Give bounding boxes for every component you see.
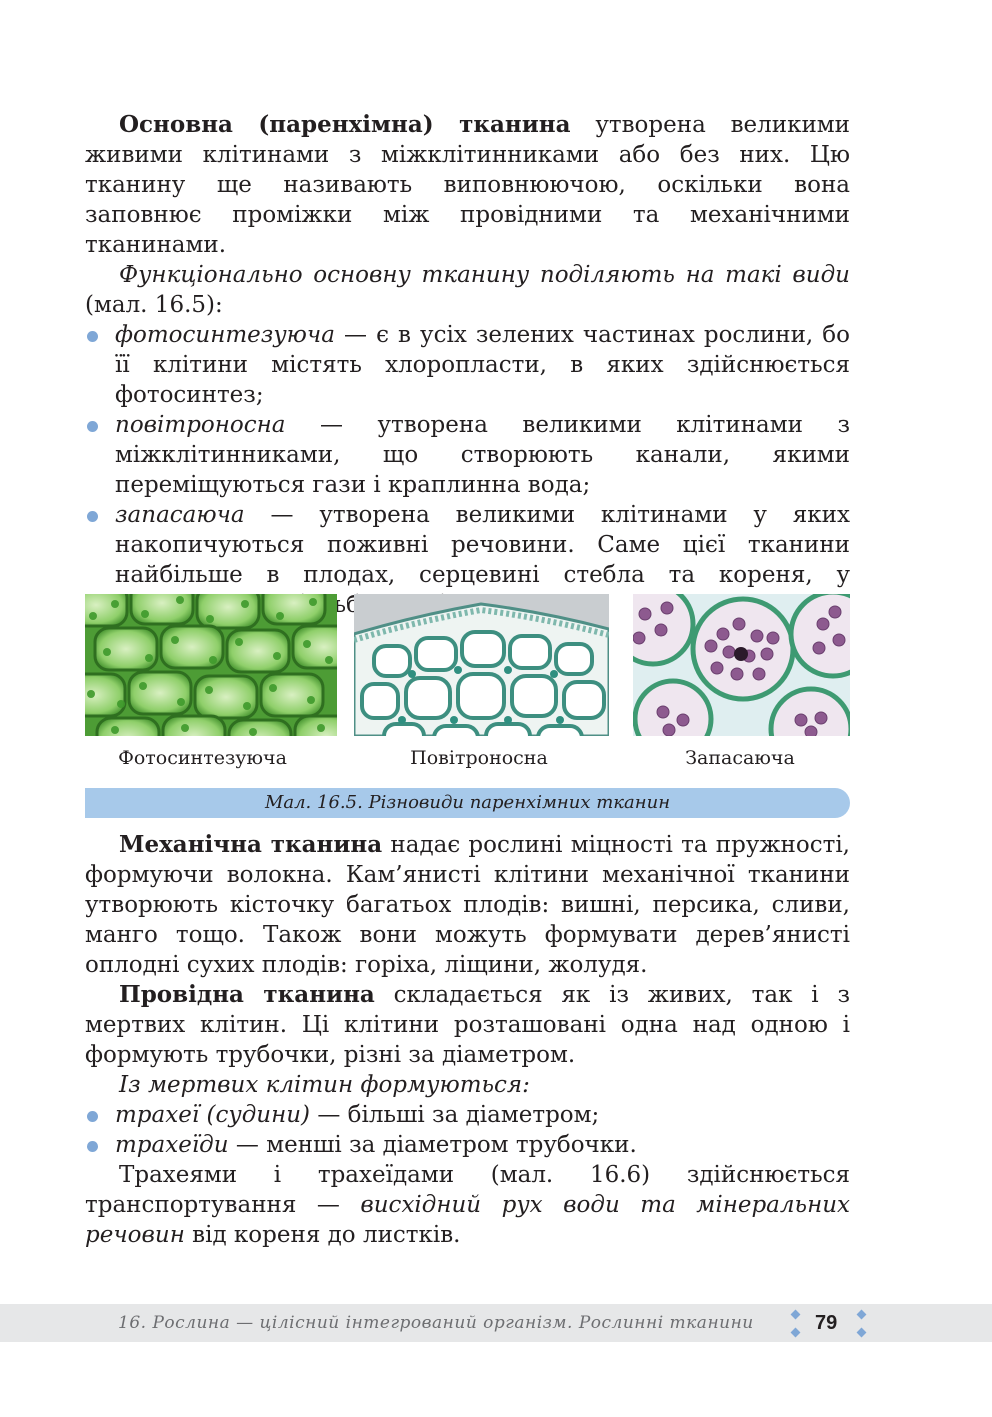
page-number: 79 (815, 1312, 838, 1334)
page-footer (0, 1304, 992, 1342)
diamond-icon (791, 1310, 801, 1320)
term-mechanical: Механічна тканина (119, 831, 383, 858)
paragraph-dead-cells-intro (85, 1070, 850, 1100)
list-item-air-bearing (85, 410, 850, 500)
list-item-tracheids (85, 1130, 850, 1160)
bullet-icon (87, 511, 98, 522)
list-text: — менші за діаметром трубочки. (228, 1132, 637, 1158)
bullet-icon (87, 1141, 98, 1152)
paragraph-text: утворена великими живими клітинами з міжклітинниками або без них. Цю тканину ще називають виповнюючою, оскільки вона заповнює проміжки між провідними та механічними тканинами. (85, 112, 850, 258)
figure-caption: Мал. 16.5. Різновиди паренхімних тканин (85, 788, 850, 818)
diamond-icon (857, 1328, 867, 1338)
paragraph-parenchyma (85, 110, 850, 260)
photo-photosynthetic-tissue (85, 594, 337, 736)
figure-parenchyma-types (85, 594, 850, 736)
list-term: повітроносна (115, 412, 286, 438)
paragraph-text: від кореня до листків. (184, 1222, 461, 1248)
chapter-title: 16. Рослина — цілісний інтегрований організм. Рослинні тканини (118, 1313, 754, 1333)
diamond-icon (791, 1328, 801, 1338)
types-intro-ref: (мал. 16.5): (85, 292, 223, 318)
paragraph-types-intro (85, 260, 850, 320)
list-text: — утворена великими клітинами у яких накопичуються поживні речовини. Саме цієї тканини найбільше в плодах, серцевині стебла та кореня, у бульбах, (115, 502, 850, 618)
bullet-icon (87, 331, 98, 342)
list-term: запасаюча (115, 502, 245, 528)
diamond-icon (857, 1310, 867, 1320)
bullet-icon (87, 1111, 98, 1122)
label-photosynthetic: Фотосинтезуюча (118, 747, 287, 769)
photo-storage-tissue (633, 594, 850, 736)
dead-cells-intro: Із мертвих клітин формуються: (119, 1072, 530, 1098)
label-storage: Запасаюча (685, 747, 795, 769)
types-intro-italic: Функціонально основну тканину поділяють на такі види (119, 262, 850, 288)
text-block-mechanical-conductive (85, 830, 850, 1250)
list-term: фотосинтезуюча (115, 322, 335, 348)
term-parenchyma: Основна (паренхімна) тканина (119, 111, 571, 138)
list-term: трахеї (судини) (115, 1102, 311, 1128)
list-text: — більші за діаметром; (310, 1102, 600, 1128)
paragraph-mechanical (85, 830, 850, 980)
paragraph-text: надає рослині міцності та пружності, формуючи волокна. Кам’янисті клітини механічної тканини утворюють кісточку багатьох плодів: вишні, персика, сливи, манго тощо. Також вони можуть формувати дерев’янисті оплодні сухих плодів: горіха, ліщини, жолудя. (85, 832, 850, 978)
bullet-icon (87, 421, 98, 432)
photo-air-bearing-tissue (354, 594, 609, 736)
list-text: — є в усіх зелених частинах рослини, бо її клітини містять хлоропласти, в яких здійснюється фотосинтез; (115, 322, 850, 408)
term-conductive: Провідна тканина (119, 981, 375, 1008)
list-text: — утворена великими клітинами з міжклітинниками, що створюють канали, якими переміщуються гази і краплинна вода; (115, 412, 850, 498)
list-item-tracheae (85, 1100, 850, 1130)
paragraph-conductive (85, 980, 850, 1070)
list-item-photosynthetic (85, 320, 850, 410)
paragraph-text: Трахеями і трахеїдами (мал. 16.6) здійснюється транспортування — (85, 1162, 850, 1218)
label-air-bearing: Повітроносна (410, 747, 548, 769)
paragraph-transport (85, 1160, 850, 1250)
transport-italic: висхідний рух води та мінеральних речовин (85, 1192, 850, 1248)
text-block-parenchyma (85, 110, 850, 620)
paragraph-text: складається як із живих, так і з мертвих клітин. Ці клітини розташовані одна над одною і формують трубочки, різні за діаметром. (85, 982, 850, 1068)
list-term: трахеїди (115, 1132, 229, 1158)
